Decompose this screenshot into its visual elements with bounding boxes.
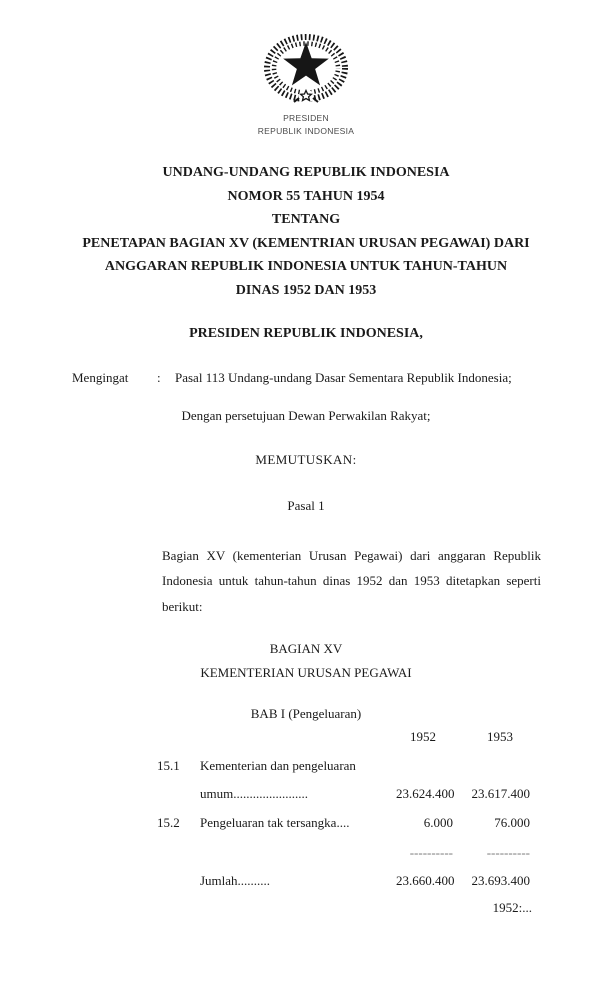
table-row [157, 815, 537, 831]
table-row [157, 786, 537, 802]
value-1952-cell: 23.624.400 [396, 786, 455, 801]
table-header-1953: 1953 [487, 729, 513, 744]
pasal-1-heading: Pasal 1 [287, 498, 325, 513]
law-title-line: PENETAPAN BAGIAN XV (KEMENTRIAN URUSAN PEGAWAI) DARI [82, 235, 530, 251]
row-label-cell: Kementerian dan pengeluaran [200, 758, 356, 773]
value-1952-cell [396, 758, 453, 774]
row-number-cell [157, 786, 200, 802]
value-1953-cell [453, 758, 530, 774]
law-title-line: DINAS 1952 DAN 1953 [235, 282, 377, 298]
presiden-heading: PRESIDEN REPUBLIK INDONESIA, [189, 326, 423, 341]
row-number-cell: 15.2 [157, 815, 180, 830]
mengingat-row [0, 370, 612, 388]
mengingat-colon: : [157, 370, 161, 385]
table-header-row [157, 729, 537, 745]
row-number-cell: 15.1 [157, 758, 180, 773]
table-row [157, 758, 537, 774]
value-1953-cell: 76.000 [494, 815, 530, 830]
law-title-line: NOMOR 55 TAHUN 1954 [227, 188, 385, 204]
letterhead-presiden: PRESIDEN [283, 113, 329, 123]
mengingat-label: Mengingat [72, 370, 129, 385]
memutuskan-heading: MEMUTUSKAN: [255, 452, 357, 467]
bagian-heading [0, 637, 612, 684]
law-title-line: TENTANG [271, 212, 341, 227]
page-continuation-note: 1952:... [492, 900, 532, 915]
bagian-xv-heading: BAGIAN XV [269, 641, 343, 656]
star-wreath-emblem-icon [260, 28, 352, 108]
law-title [0, 161, 612, 302]
kementerian-heading: KEMENTERIAN URUSAN PEGAWAI [200, 664, 412, 680]
row-label-cell: Pengeluaran tak tersangka.... [200, 815, 350, 830]
law-title-line: ANGGARAN REPUBLIK INDONESIA UNTUK TAHUN-TAHUN [104, 259, 508, 274]
table-header-1952: 1952 [410, 729, 436, 744]
law-title-line: UNDANG-UNDANG REPUBLIK INDONESIA [162, 165, 450, 180]
mengingat-text: Pasal 113 Undang-undang Dasar Sementara Republik Indonesia; [175, 370, 512, 385]
total-1953-cell: 23.693.400 [471, 873, 530, 888]
persetujuan-text: Dengan persetujuan Dewan Perwakilan Rakyat; [181, 408, 431, 423]
table-total-row [157, 873, 537, 889]
divider-dashes: ---------- [409, 845, 453, 860]
divider-dashes: ---------- [486, 845, 530, 860]
table-divider-row [157, 845, 537, 861]
value-1953-cell: 23.617.400 [471, 786, 530, 801]
letterhead-republik-indonesia: REPUBLIK INDONESIA [257, 126, 355, 136]
pasal-1-body: Bagian XV (kementerian Urusan Pegawai) dari anggaran Republik Indonesia untuk tahun-tahun dinas 1952 dan 1953 ditetapkan seperti berikut: [162, 548, 541, 614]
row-label-cell: umum....................... [200, 786, 308, 801]
bab-heading: BAB I (Pengeluaran) [250, 706, 362, 721]
letterhead [0, 112, 612, 138]
value-1952-cell: 6.000 [423, 815, 453, 830]
total-label-cell: Jumlah.......... [200, 873, 271, 888]
total-1952-cell: 23.660.400 [396, 873, 455, 888]
